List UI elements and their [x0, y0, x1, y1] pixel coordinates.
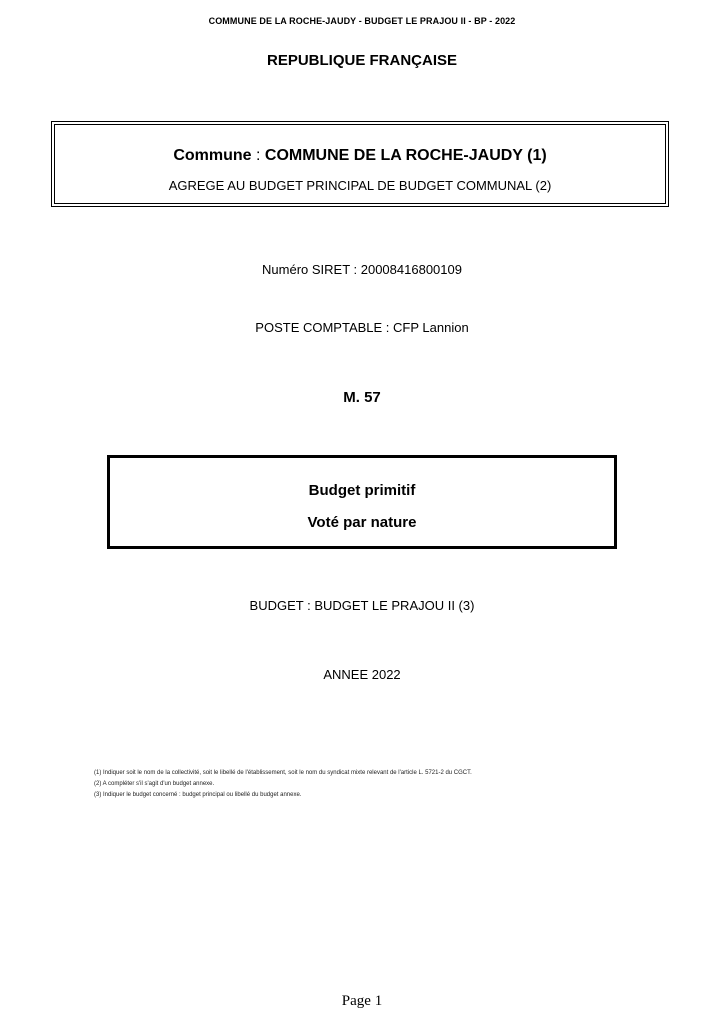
commune-name: COMMUNE DE LA ROCHE-JAUDY (1)	[264, 147, 547, 164]
footnote: (3) Indiquer le budget concerné : budget principal ou libellé du budget annexe.	[94, 792, 302, 798]
budget-type-line2: Voté par nature	[307, 514, 417, 531]
page-number: Page 1	[341, 993, 383, 1009]
commune-line	[55, 147, 665, 165]
year: ANNEE 2022	[323, 667, 401, 682]
commune-label: Commune	[173, 147, 252, 164]
siret-number: Numéro SIRET : 20008416800109	[262, 262, 462, 277]
commune-box	[51, 121, 669, 207]
footnotes	[94, 768, 472, 801]
poste-comptable: POSTE COMPTABLE : CFP Lannion	[255, 320, 469, 335]
commune-separator: :	[251, 147, 265, 164]
budget-name: BUDGET : BUDGET LE PRAJOU II (3)	[249, 598, 475, 613]
budget-type-box	[107, 455, 617, 549]
republique-title: REPUBLIQUE FRANÇAISE	[266, 52, 457, 69]
footnote: (2) A compléter s'il s'agit d'un budget annexe.	[94, 781, 215, 787]
commune-box-inner	[54, 124, 666, 204]
nomenclature: M. 57	[343, 389, 381, 406]
agrege-text: AGREGE AU BUDGET PRINCIPAL DE BUDGET COMMUNAL (2)	[168, 178, 552, 193]
budget-type-line1: Budget primitif	[308, 482, 416, 499]
running-header: COMMUNE DE LA ROCHE-JAUDY - BUDGET LE PRAJOU II - BP - 2022	[208, 16, 516, 26]
footnote: (1) Indiquer soit le nom de la collectivité, soit le libellé de l'établissement, soit le nom du syndicat mixte relevant de l'article L. 5721-2 du CGCT.	[94, 770, 472, 776]
